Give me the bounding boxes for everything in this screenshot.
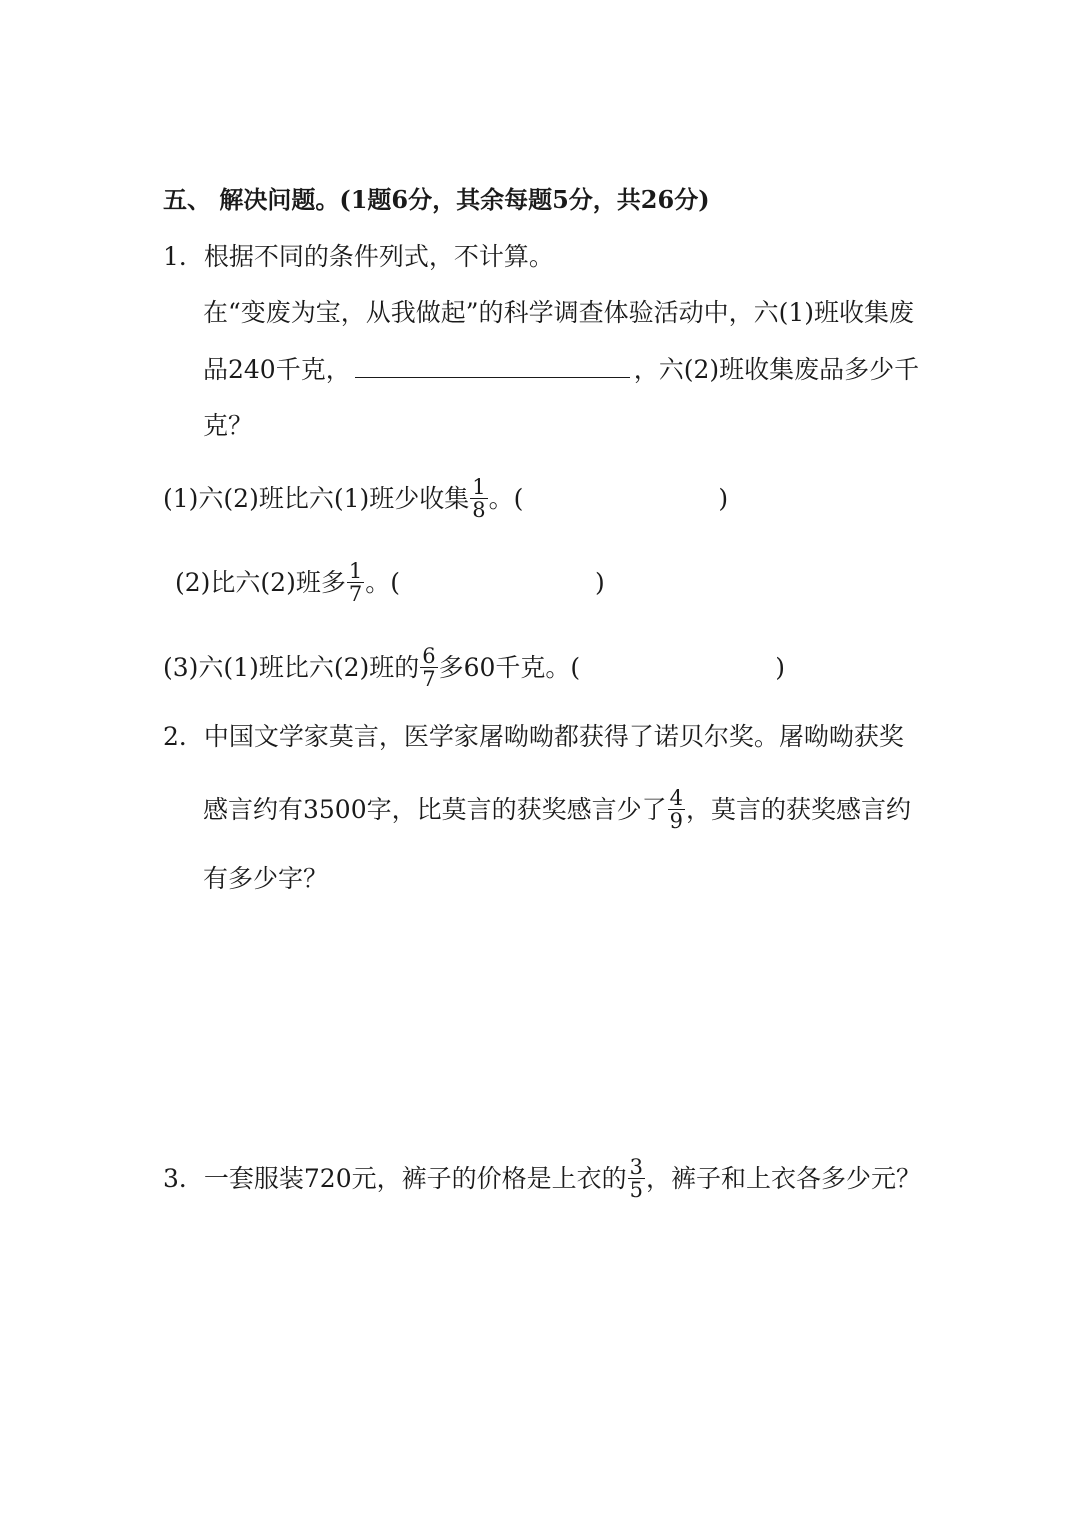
question-text: 中国文学家莫言，医学家屠呦呦都获得了诺贝尔奖。屠呦呦获奖 [203, 722, 904, 751]
question-text: 一套服装720元，裤子的价格是上衣的 [203, 1164, 627, 1193]
question-text: ，裤子和上衣各多少元？ [646, 1164, 922, 1193]
section-title-text: 五、 解决问题。(1题6分，其余每题5分，共26分) [163, 185, 710, 214]
closing-paren: ) [594, 568, 605, 597]
question-number: 1． [163, 242, 204, 271]
fraction-numerator: 4 [669, 786, 683, 810]
sub-question-text: (2)比六(2)班多 [175, 568, 346, 597]
question-number: 3． [163, 1164, 204, 1193]
question-1-sub-1 [163, 475, 729, 523]
fraction-denominator: 9 [669, 809, 683, 833]
closing-paren: ) [775, 653, 785, 682]
question-1-sub-3 [163, 644, 785, 692]
question-2-line-3 [203, 864, 328, 894]
question-1-context-line-3 [203, 411, 253, 441]
answer-blank-line[interactable] [355, 355, 630, 378]
sub-question-tail: 。( [365, 568, 400, 597]
question-1-sub-2 [175, 559, 605, 607]
question-1-context-line-2 [203, 355, 919, 385]
question-1-prompt [163, 242, 554, 272]
fraction-numerator: 6 [422, 644, 436, 668]
context-text: 克？ [203, 411, 254, 440]
question-3 [163, 1155, 922, 1203]
context-text: ，六(2)班收集废品多少千 [633, 355, 920, 384]
context-text: 在“变废为宝，从我做起”的科学调查体验活动中，六(1)班收集废 [203, 298, 914, 327]
sub-question-text: (3)六(1)班比六(2)班的 [163, 653, 420, 682]
question-number: 2． [163, 722, 204, 751]
fraction-denominator: 5 [629, 1178, 643, 1202]
question-text: 有多少字？ [203, 864, 329, 893]
fraction [347, 560, 364, 605]
question-1-context-line-1 [203, 298, 914, 328]
question-text: 根据不同的条件列式，不计算。 [203, 242, 554, 271]
fraction [668, 787, 685, 832]
sub-question-tail: 。( [488, 484, 524, 513]
question-2-line-2 [203, 786, 912, 834]
question-text: ，莫言的获奖感言约 [686, 795, 912, 824]
fraction-denominator: 8 [472, 498, 486, 522]
section-title [163, 185, 710, 215]
question-2-line-1 [163, 722, 904, 752]
fraction-numerator: 3 [629, 1155, 643, 1179]
fraction [420, 645, 437, 690]
fraction [470, 476, 487, 521]
fraction-denominator: 7 [348, 582, 363, 606]
fraction-numerator: 1 [348, 559, 363, 583]
sub-question-text: (1)六(2)班比六(1)班少收集 [163, 484, 470, 513]
fraction-numerator: 1 [472, 475, 486, 499]
sub-question-tail: 多60千克。( [438, 653, 581, 682]
question-text: 感言约有3500字，比莫言的获奖感言少了 [203, 795, 667, 824]
context-text: 品240千克， [203, 355, 351, 384]
fraction [628, 1156, 645, 1201]
fraction-denominator: 7 [422, 667, 436, 691]
closing-paren: ) [718, 484, 729, 513]
